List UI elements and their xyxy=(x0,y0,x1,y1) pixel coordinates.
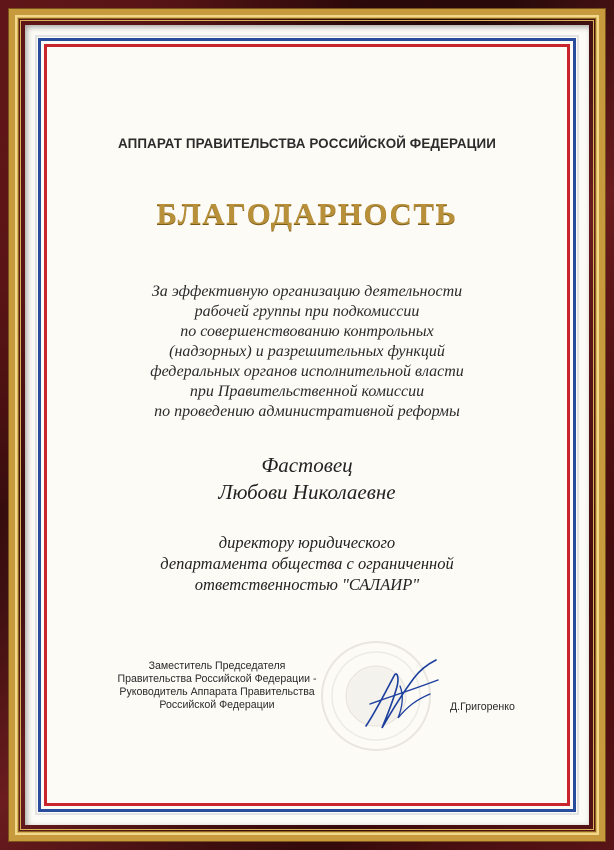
reason-text xyxy=(56,282,558,422)
position-line: департамента общества с ограниченной xyxy=(160,554,454,573)
reason-line: За эффективную организацию деятельности xyxy=(151,283,463,300)
signer-title-line: Правительства Российской Федерации - xyxy=(117,673,317,685)
reason-line: федеральных органов исполнительной власти xyxy=(150,363,464,380)
recipient-given-names: Любови Николаевне xyxy=(218,480,396,504)
organization-heading: АППАРАТ ПРАВИТЕЛЬСТВА РОССИЙСКОЙ ФЕДЕРАЦИИ xyxy=(118,136,496,151)
recipient-name xyxy=(56,452,558,506)
reason-line: (надзорных) и разрешительных функций xyxy=(169,343,445,360)
handwritten-signature-icon xyxy=(356,656,446,736)
reason-line: по проведению административной реформы xyxy=(154,403,460,420)
signer-title xyxy=(92,660,342,712)
signer-title-line: Заместитель Председателя xyxy=(148,660,286,672)
signer-title-line: Российской Федерации xyxy=(159,699,275,711)
certificate-content xyxy=(56,56,558,794)
reason-line: при Правительственной комиссии xyxy=(189,383,425,400)
recipient-surname: Фастовец xyxy=(261,453,353,477)
certificate-title: БЛАГОДАРНОСТЬ xyxy=(156,196,458,231)
signer-name: Д.Григоренко xyxy=(450,701,515,713)
signer-title-line: Руководитель Аппарата Правительства xyxy=(119,686,315,698)
position-line: ответственностью "САЛАИР" xyxy=(194,575,420,594)
position-line: директору юридического xyxy=(218,533,396,552)
recipient-position xyxy=(56,532,558,595)
reason-line: по совершенствованию контрольных xyxy=(180,323,434,340)
reason-line: рабочей группы при подкомиссии xyxy=(194,303,420,320)
